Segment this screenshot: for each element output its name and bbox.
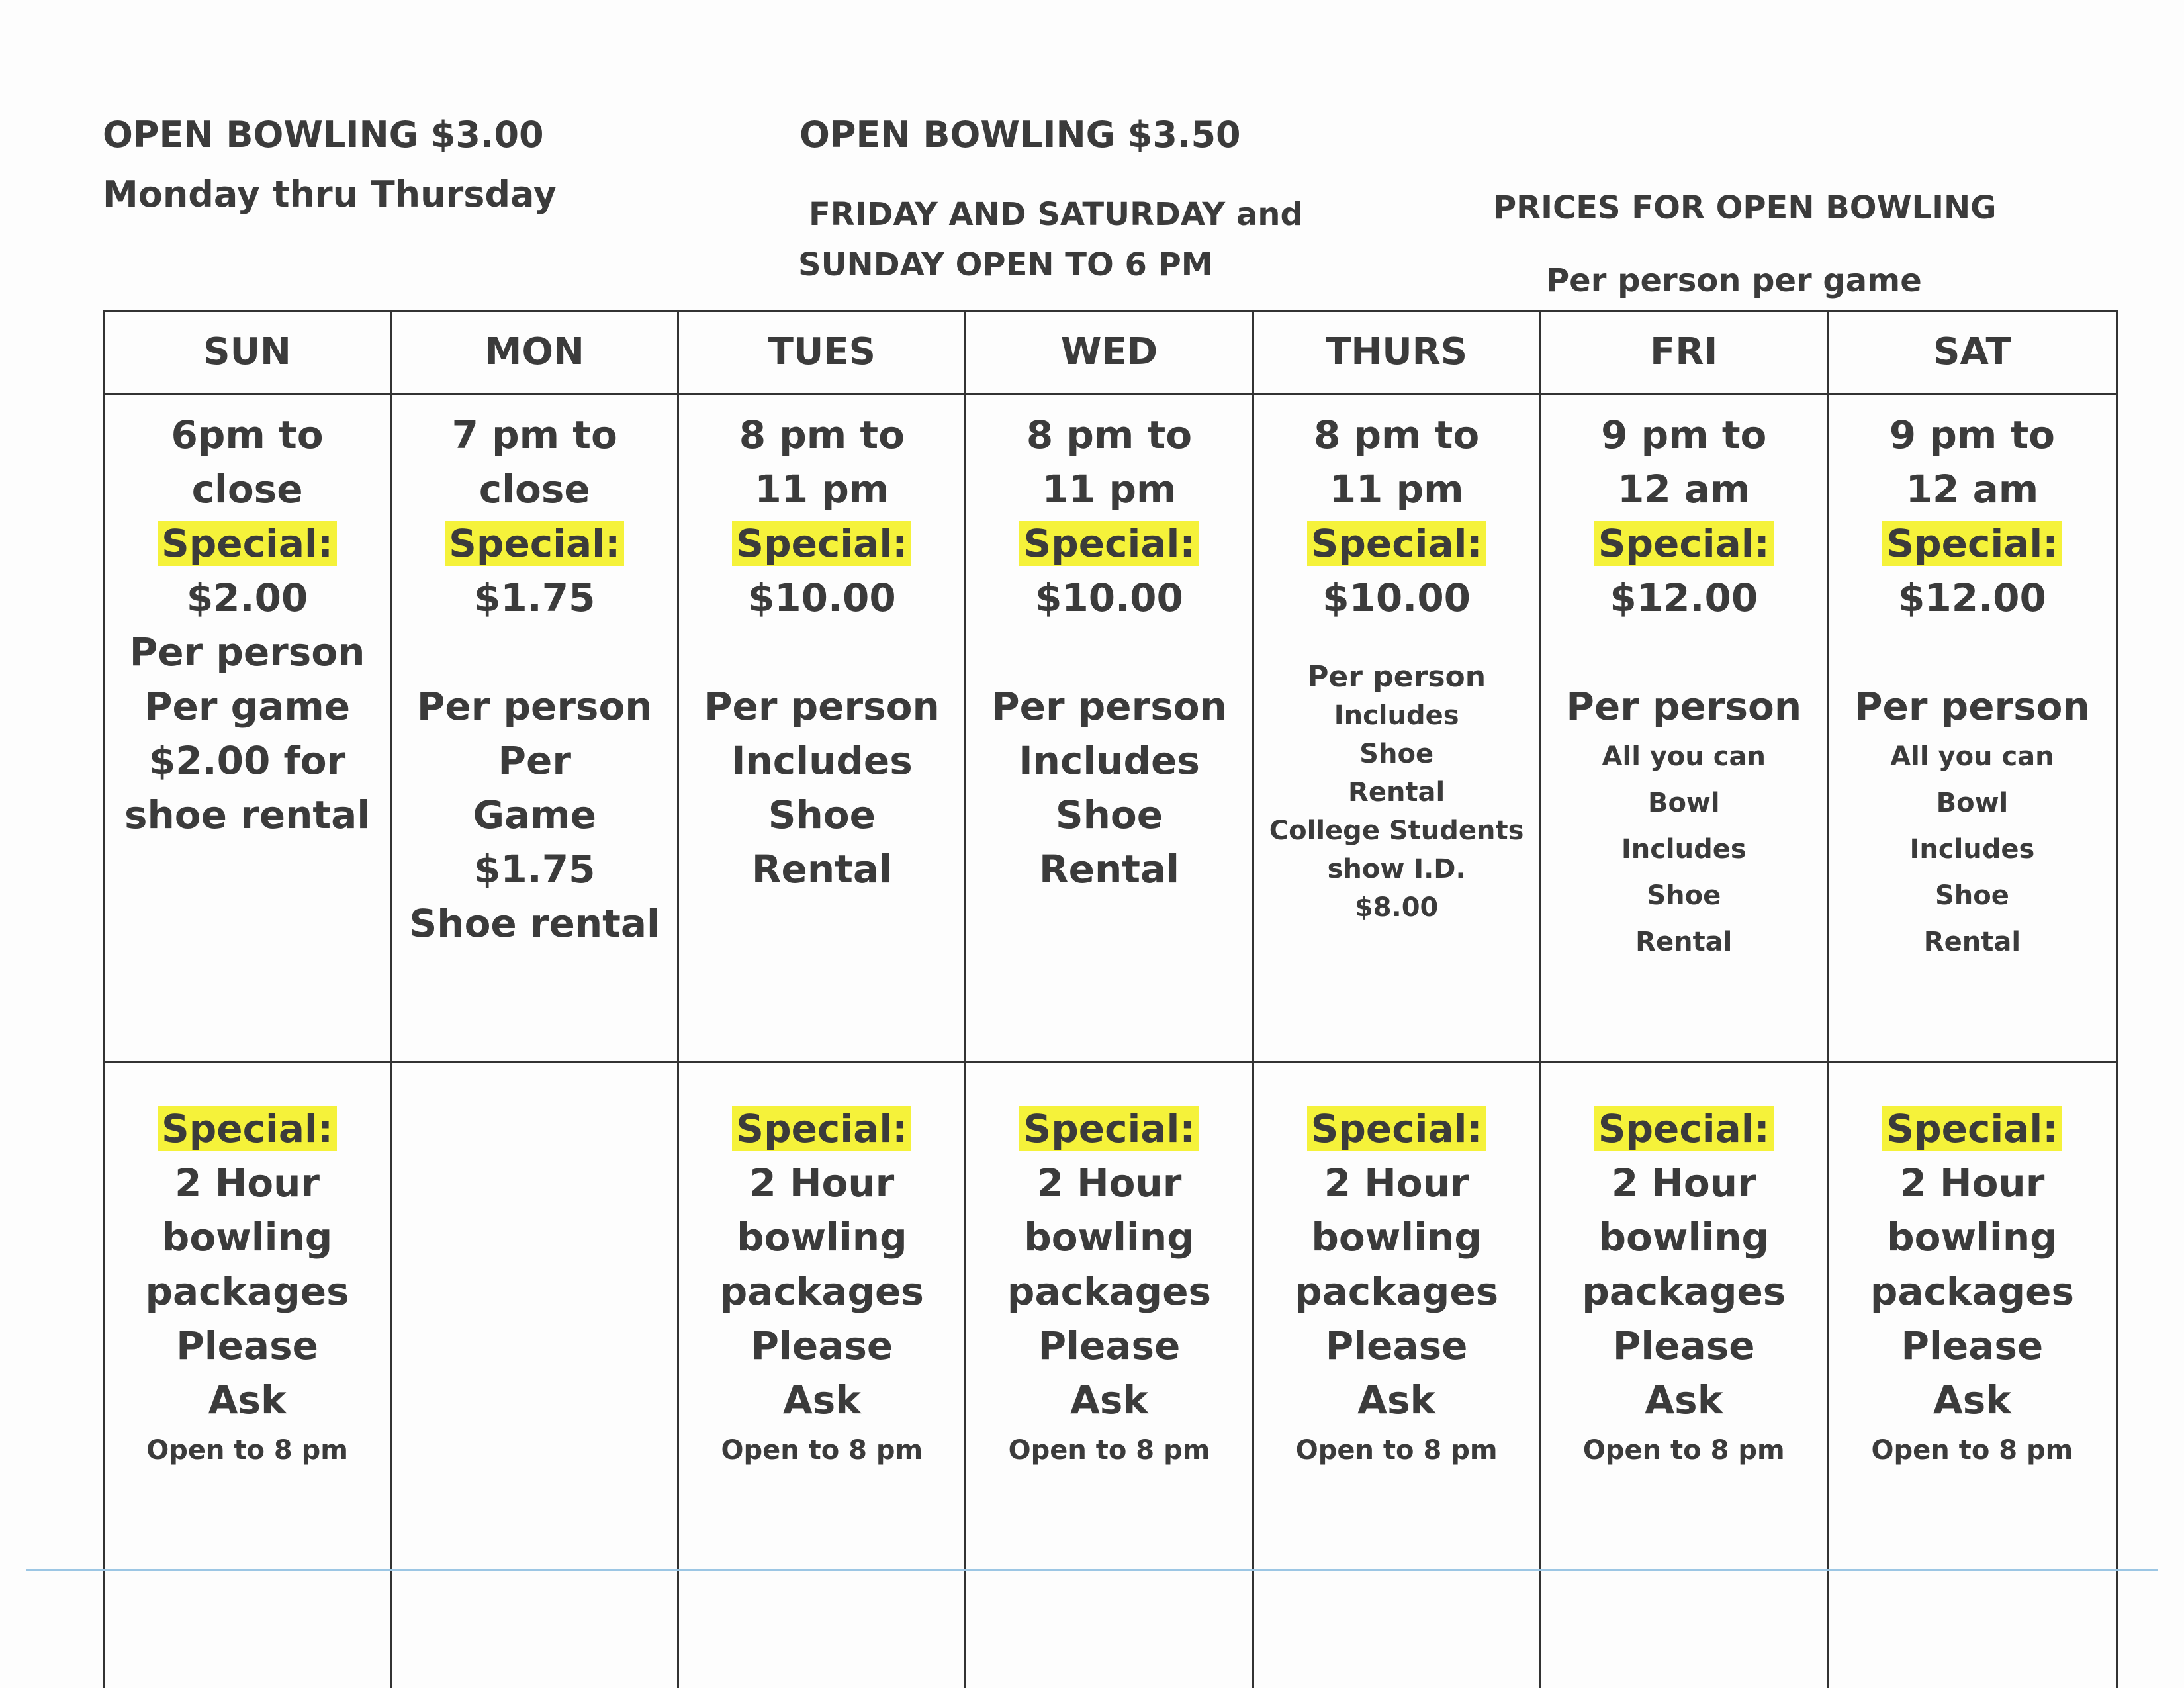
package-line: packages: [1582, 1269, 1786, 1314]
package-line: Please: [1901, 1323, 2044, 1368]
package-line: Ask: [1357, 1378, 1436, 1423]
special-label: Special:: [1594, 1106, 1774, 1151]
special-label: Special:: [732, 1106, 911, 1151]
sat-evening-special: [1829, 395, 2116, 1063]
detail-line: Includes: [1334, 700, 1459, 731]
detail-line: Includes: [1621, 834, 1747, 865]
detail-line: Includes: [1019, 738, 1200, 783]
detail-line: Includes: [1909, 834, 2035, 865]
open-hours: Open to 8 pm: [1295, 1435, 1498, 1466]
wed-evening-special: [966, 395, 1253, 1063]
time-end: 11 pm: [1329, 467, 1464, 512]
time-end: 12 am: [1905, 467, 2039, 512]
middle-subtitle-2: SUNDAY OPEN TO 6 PM: [798, 246, 1213, 283]
time-start: 6pm to: [171, 412, 324, 457]
page-divider-line: [26, 1569, 2158, 1571]
package-line: Please: [751, 1323, 893, 1368]
package-line: Ask: [1070, 1378, 1148, 1423]
day-header-thurs: THURS: [1254, 312, 1541, 395]
detail-line: Per person: [704, 684, 940, 729]
sun-evening-special: [105, 395, 392, 1063]
price: $10.00: [747, 575, 896, 620]
sat-package-special: [1829, 1063, 2116, 1688]
package-line: 2 Hour: [1324, 1160, 1469, 1205]
package-line: Please: [1325, 1323, 1468, 1368]
package-line: packages: [1870, 1269, 2074, 1314]
left-title: OPEN BOWLING $3.00: [103, 114, 544, 156]
detail-line: $2.00 for: [148, 738, 346, 783]
special-label: Special:: [158, 521, 337, 566]
open-hours: Open to 8 pm: [1008, 1435, 1210, 1466]
special-label: Special:: [1307, 1106, 1486, 1151]
special-label: Special:: [158, 1106, 337, 1151]
package-line: bowling: [1598, 1215, 1770, 1260]
detail-line: Per person: [416, 684, 653, 729]
detail-line: Shoe: [1359, 739, 1434, 769]
fri-package-special: [1541, 1063, 1829, 1688]
detail-line: All you can: [1890, 741, 2054, 772]
detail-line: Game: [473, 792, 596, 837]
detail-line: Rental: [1923, 927, 2021, 957]
package-line: Ask: [1933, 1378, 2011, 1423]
time-start: 8 pm to: [1026, 412, 1193, 457]
package-line: Ask: [782, 1378, 861, 1423]
price: $12.00: [1610, 575, 1758, 620]
special-label: Special:: [445, 521, 624, 566]
detail-line: Rental: [1348, 777, 1445, 808]
package-line: 2 Hour: [749, 1160, 895, 1205]
package-line: 2 Hour: [1899, 1160, 2045, 1205]
detail-line: Per person: [1566, 684, 1802, 729]
time-end: close: [191, 467, 303, 512]
detail-line: Shoe rental: [409, 901, 660, 946]
time-end: 11 pm: [754, 467, 889, 512]
wed-package-special: [966, 1063, 1253, 1688]
college-students-line: College Students: [1269, 816, 1524, 846]
mon-package-empty: [392, 1063, 679, 1688]
package-line: Ask: [208, 1378, 287, 1423]
time-end: 12 am: [1617, 467, 1751, 512]
college-price: $8.00: [1354, 892, 1439, 923]
package-line: Please: [1612, 1323, 1755, 1368]
sun-package-special: [105, 1063, 392, 1688]
price: $1.75: [473, 575, 596, 620]
special-label: Special:: [1594, 521, 1774, 566]
time-start: 8 pm to: [1313, 412, 1480, 457]
special-label: Special:: [1307, 521, 1486, 566]
detail-line: Per person: [1854, 684, 2090, 729]
right-subtitle: Per person per game: [1546, 262, 1922, 299]
detail-line: shoe rental: [124, 792, 371, 837]
special-label: Special:: [732, 521, 911, 566]
time-start: 9 pm to: [1601, 412, 1767, 457]
schedule-table: [103, 310, 2118, 1688]
detail-line: Shoe: [768, 792, 876, 837]
package-line: bowling: [1311, 1215, 1482, 1260]
detail-line: Bowl: [1936, 788, 2009, 818]
open-hours: Open to 8 pm: [146, 1435, 348, 1466]
thu-package-special: [1254, 1063, 1541, 1688]
package-line: 2 Hour: [1611, 1160, 1756, 1205]
day-header-tues: TUES: [679, 312, 966, 395]
special-label: Special:: [1882, 521, 2062, 566]
day-header-sun: SUN: [105, 312, 392, 395]
time-start: 7 pm to: [451, 412, 617, 457]
day-header-fri: FRI: [1541, 312, 1829, 395]
detail-line: All you can: [1602, 741, 1766, 772]
price: $10.00: [1035, 575, 1183, 620]
open-hours: Open to 8 pm: [721, 1435, 923, 1466]
fri-evening-special: [1541, 395, 1829, 1063]
time-end: 11 pm: [1042, 467, 1177, 512]
day-header-mon: MON: [392, 312, 679, 395]
time-start: 8 pm to: [739, 412, 905, 457]
price: $12.00: [1898, 575, 2046, 620]
day-header-sat: SAT: [1829, 312, 2116, 395]
package-line: bowling: [161, 1215, 333, 1260]
detail-line: Rental: [1635, 927, 1733, 957]
tue-package-special: [679, 1063, 966, 1688]
open-hours: Open to 8 pm: [1871, 1435, 2073, 1466]
package-line: bowling: [1024, 1215, 1195, 1260]
package-line: packages: [1295, 1269, 1499, 1314]
special-label: Special:: [1882, 1106, 2062, 1151]
detail-line: Includes: [731, 738, 913, 783]
thu-evening-special: [1254, 395, 1541, 1063]
special-label: Special:: [1019, 1106, 1199, 1151]
show-id-line: show I.D.: [1327, 854, 1466, 884]
right-title: PRICES FOR OPEN BOWLING: [1493, 189, 1997, 226]
detail-line: $1.75: [473, 847, 596, 892]
open-hours: Open to 8 pm: [1582, 1435, 1785, 1466]
package-line: packages: [1007, 1269, 1212, 1314]
middle-subtitle-1: FRIDAY AND SATURDAY and: [809, 196, 1303, 233]
price: $2.00: [186, 575, 308, 620]
day-header-wed: WED: [966, 312, 1253, 395]
mon-evening-special: [392, 395, 679, 1063]
detail-line: Rental: [1038, 847, 1180, 892]
package-line: Ask: [1645, 1378, 1723, 1423]
time-end: close: [478, 467, 590, 512]
package-line: bowling: [1887, 1215, 2058, 1260]
detail-line: Per person: [1307, 660, 1486, 694]
tue-evening-special: [679, 395, 966, 1063]
detail-line: Per person: [991, 684, 1227, 729]
package-line: packages: [719, 1269, 924, 1314]
detail-line: Shoe: [1934, 880, 2009, 911]
middle-title: OPEN BOWLING $3.50: [799, 114, 1241, 156]
left-subtitle: Monday thru Thursday: [103, 173, 557, 215]
detail-line: Per game: [144, 684, 351, 729]
package-line: Please: [176, 1323, 318, 1368]
detail-line: Bowl: [1647, 788, 1720, 818]
detail-line: Shoe: [1055, 792, 1163, 837]
package-line: bowling: [737, 1215, 907, 1260]
price: $10.00: [1322, 575, 1471, 620]
package-line: 2 Hour: [1036, 1160, 1182, 1205]
package-line: Please: [1038, 1323, 1181, 1368]
package-line: 2 Hour: [175, 1160, 320, 1205]
detail-line: Shoe: [1647, 880, 1721, 911]
detail-line: Per: [498, 738, 571, 783]
package-line: packages: [145, 1269, 349, 1314]
detail-line: Per person: [129, 630, 365, 675]
time-start: 9 pm to: [1889, 412, 2056, 457]
special-label: Special:: [1019, 521, 1199, 566]
detail-line: Rental: [751, 847, 892, 892]
